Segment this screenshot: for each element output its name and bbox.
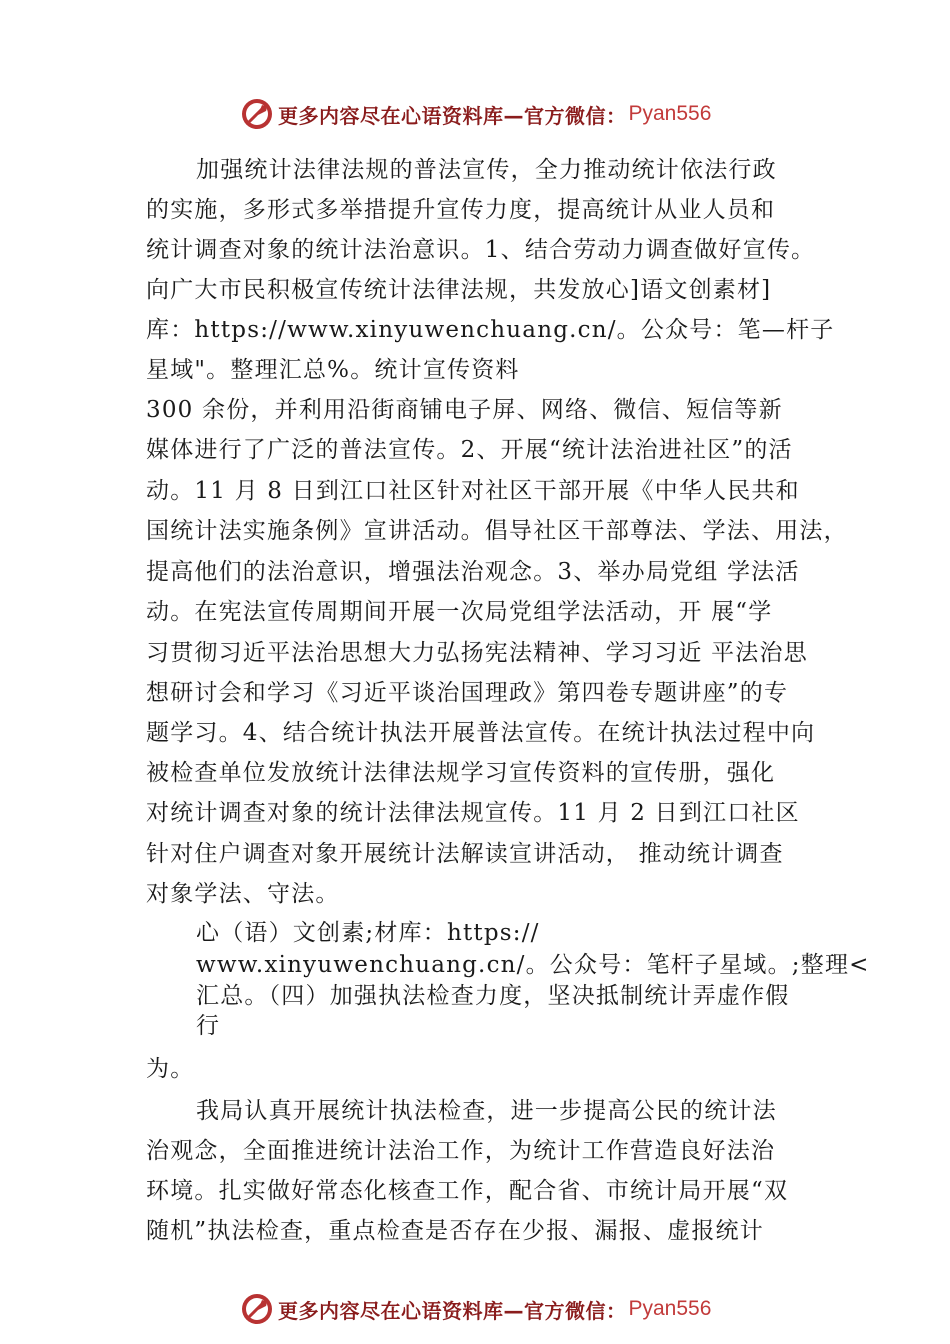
text-line: 国统计法实施条例》宣讲活动。倡导社区干部尊法、学法、用法， <box>146 518 848 544</box>
text-line: 动。在宪法宣传周期间开展一次局党组学法活动，开 展“学 <box>146 599 773 625</box>
text-line: 提高他们的法治意识，增强法治观念。3、举办局党组 学法活 <box>146 559 800 585</box>
text-line: 媒体进行了广泛的普法宣传。2、开展“统计法治进社区”的活 <box>146 437 793 463</box>
wechat-handle: Pyan556 <box>628 102 712 125</box>
text-line: 的实施，多形式多举措提升宣传力度，提高统计从业人员和 <box>146 197 776 223</box>
banner-text: 更多内容尽在心语资料库—官方微信： <box>278 103 627 128</box>
wechat-handle: Pyan556 <box>628 1297 712 1320</box>
quill-logo-icon <box>240 1292 274 1326</box>
text-line: 星域"。整理汇总%。统计宣传资料 <box>146 357 520 383</box>
text-line: 被检查单位发放统计法律法规学习宣传资料的宣传册，强化 <box>146 760 776 786</box>
text-line: 统计调查对象的统计法治意识。1、结合劳动力调查做好宣传。 <box>146 237 816 263</box>
text-line: 对象学法、守法。 <box>146 881 340 907</box>
text-line: 动。11 月 8 日到江口社区针对社区干部开展《中华人民共和 <box>146 478 800 504</box>
text-line: 为。 <box>146 1056 195 1082</box>
text-line: 库：https://www.xinyuwenchuang.cn/。公众号：笔—杆子 <box>146 317 835 343</box>
text-line: 我局认真开展统计执法检查，进一步提高公民的统计法 <box>196 1098 777 1124</box>
header-banner <box>240 96 711 132</box>
text-line: 心（语）文创素;材库：https:// <box>196 920 540 946</box>
text-line: 想研讨会和学习《习近平谈治国理政》第四卷专题讲座”的专 <box>146 680 789 706</box>
footer-banner <box>240 1291 711 1327</box>
text-line: www.xinyuwenchuang.cn/。公众号：笔杆子星域。;整理< <box>196 952 870 978</box>
text-line: 治观念，全面推进统计法治工作，为统计工作营造良好法治 <box>146 1138 776 1164</box>
text-line: 针对住户调查对象开展统计法解读宣讲活动， 推动统计调查 <box>146 841 784 867</box>
text-line: 汇总。（四）加强执法检查力度，坚决抵制统计弄虚作假 <box>196 983 790 1009</box>
quill-logo-icon <box>240 97 274 131</box>
text-line: 环境。扎实做好常态化核查工作，配合省、市统计局开展“双 <box>146 1178 789 1204</box>
text-line: 对统计调查对象的统计法律法规宣传。11 月 2 日到江口社区 <box>146 800 800 826</box>
text-line: 行 <box>196 1013 221 1039</box>
text-line: 随机”执法检查，重点检查是否存在少报、漏报、虚报统计 <box>146 1218 764 1244</box>
text-line: 300 余份，并利用沿街商铺电子屏、网络、微信、短信等新 <box>146 397 783 423</box>
banner-text: 更多内容尽在心语资料库—官方微信： <box>278 1298 627 1323</box>
text-line: 习贯彻习近平法治思想大力弘扬宪法精神、学习习近 平法治思 <box>146 640 808 666</box>
text-line: 题学习。4、结合统计执法开展普法宣传。在统计执法过程中向 <box>146 720 816 746</box>
text-line: 向广大市民积极宣传统计法律法规，共发放心]语文创素材] <box>146 277 772 303</box>
text-line: 加强统计法律法规的普法宣传，全力推动统计依法行政 <box>196 157 777 183</box>
